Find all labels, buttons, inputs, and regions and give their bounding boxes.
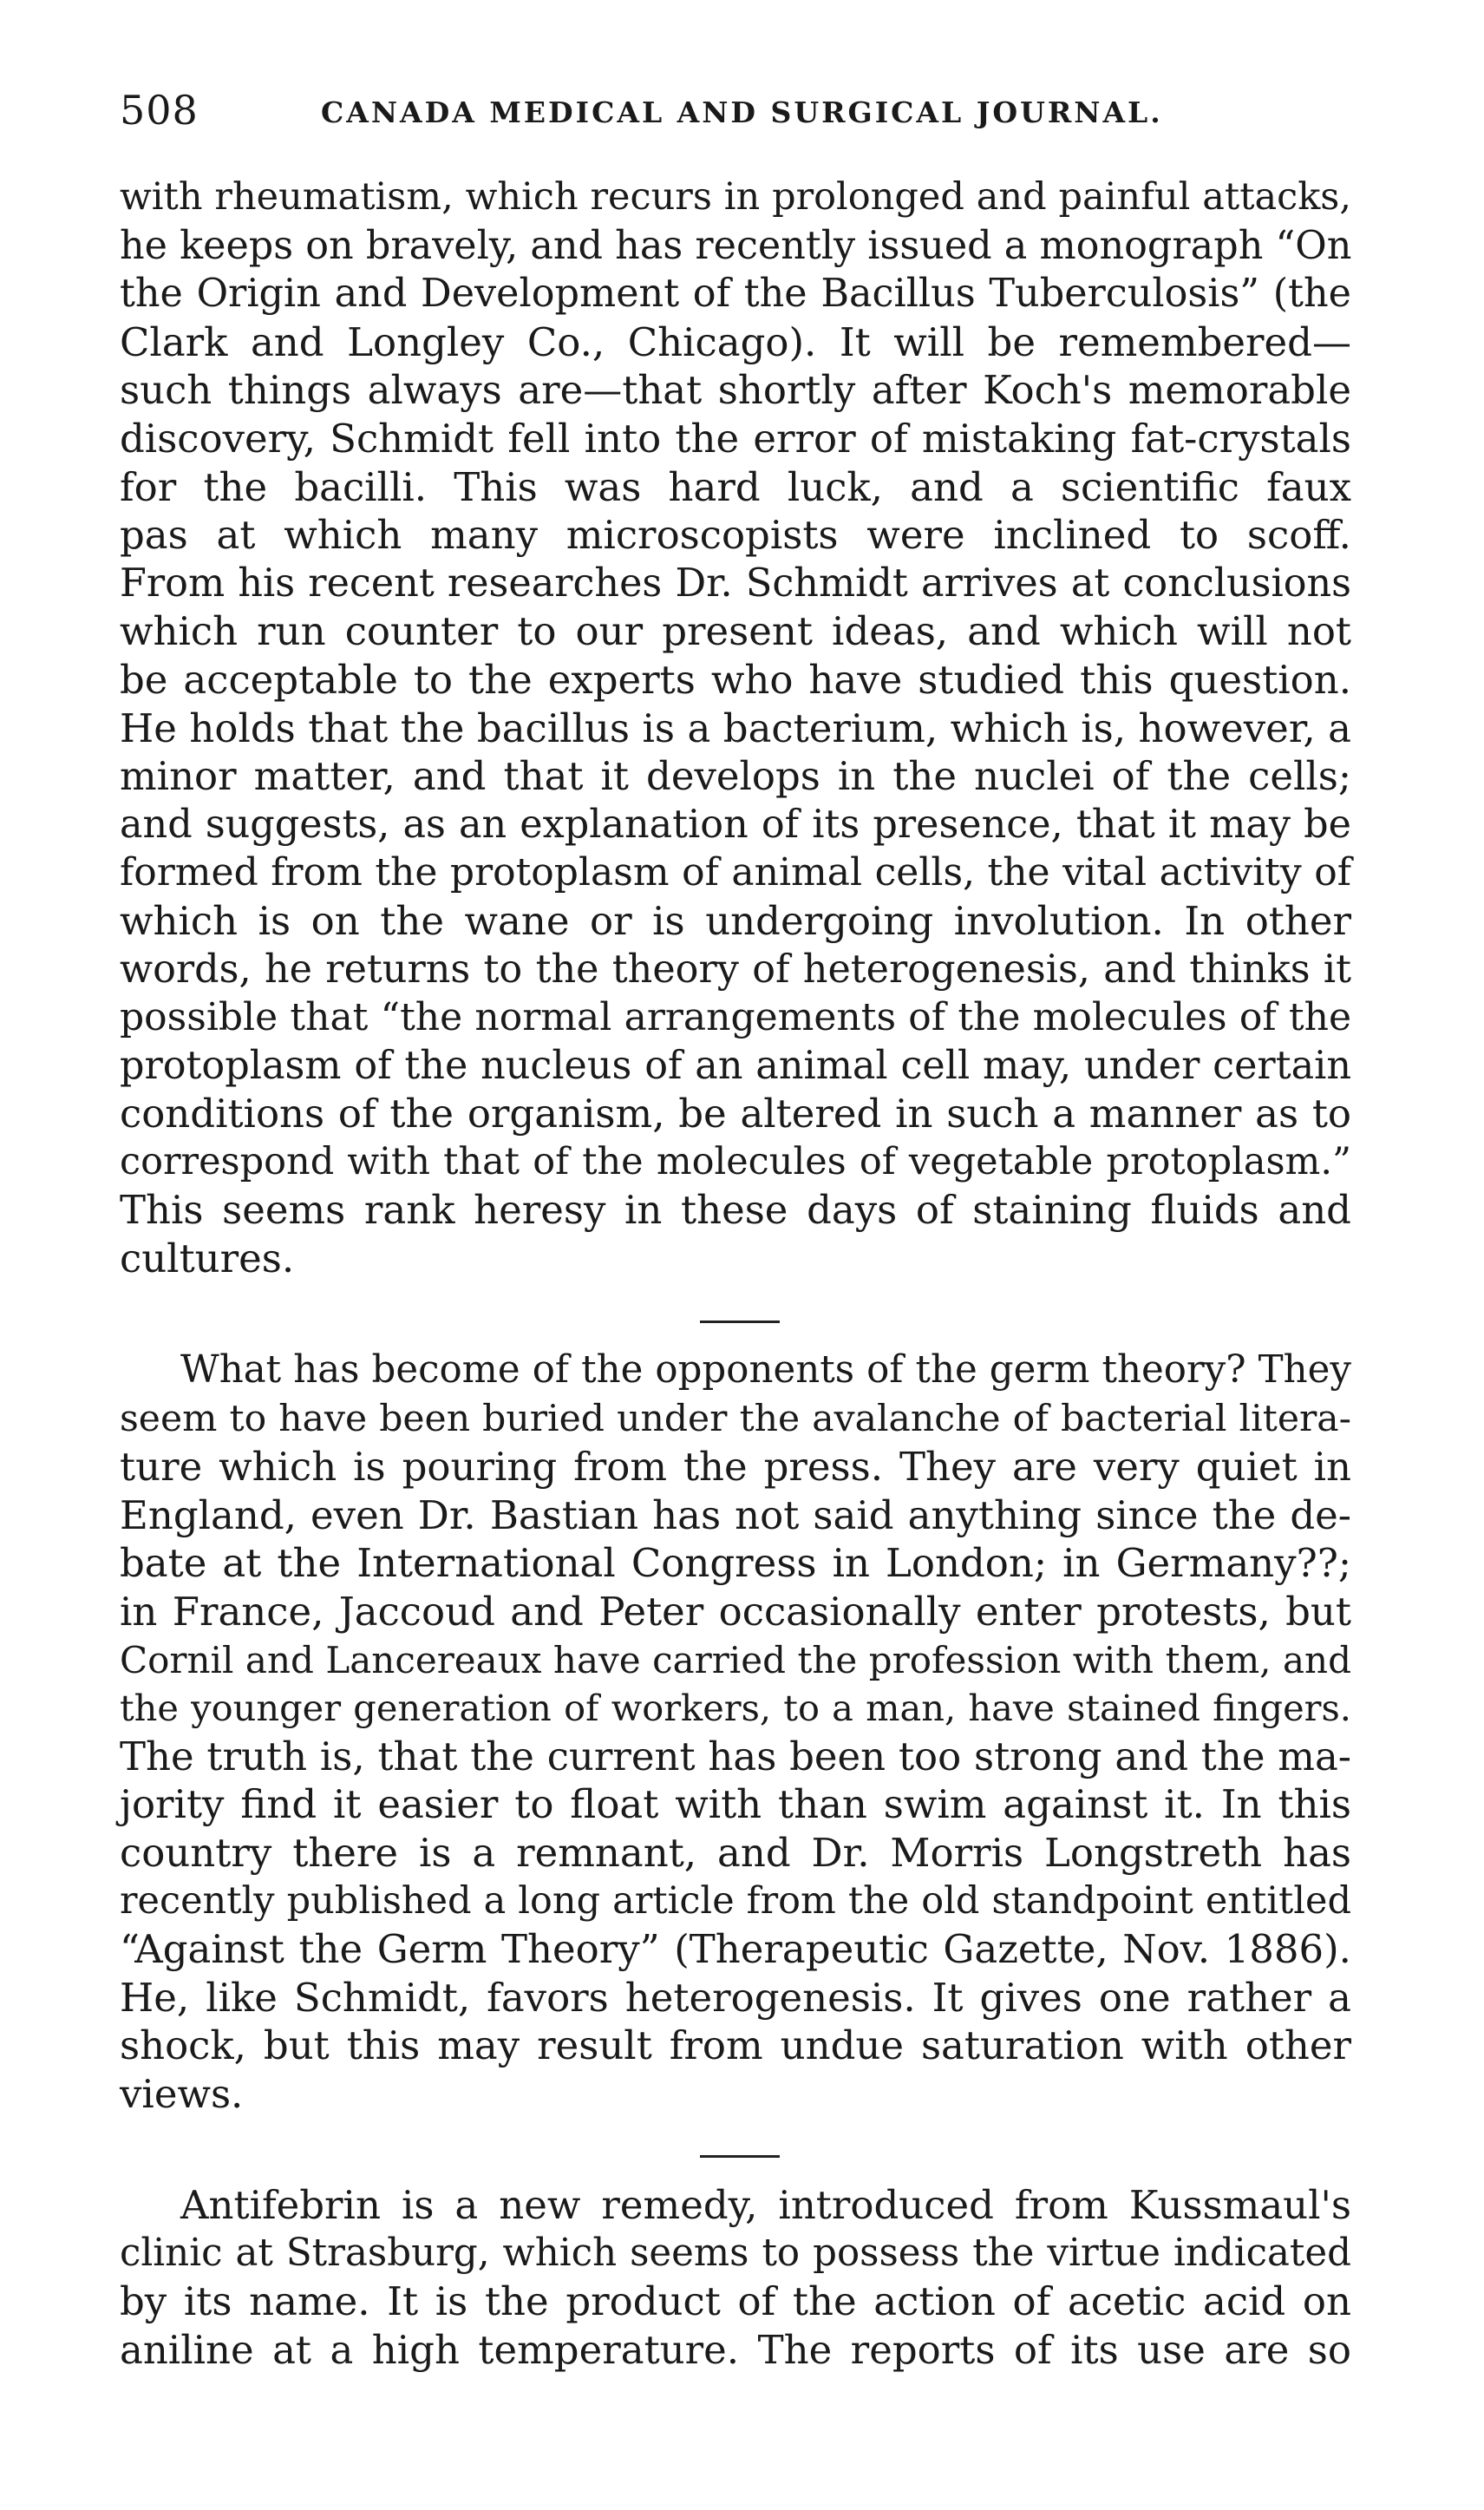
text-line: such things always are—that shortly after Koch's memorable [120,367,1351,414]
text-line: he keeps on bravely, and has recently issued a monograph “On [120,223,1352,268]
paragraph-germ-theory-opponents [120,1347,1351,2119]
text-line: jority find it easier to float with than swim against it. In this [120,1781,1351,1828]
text-line: views. [120,2070,244,2117]
text-line: clinic at Strasburg, which seems to possess the virtue indicated [120,2231,1351,2275]
text-line: be acceptable to the experts who have studied this question. [120,656,1351,703]
text-line: the Origin and Development of the Bacillus Tuberculosis” (the [120,272,1351,317]
text-line: with rheumatism, which recurs in prolonged and painful attacks, [120,175,1351,219]
text-line: He, like Schmidt, favors heterogenesis. It gives one rather a [120,1974,1351,2021]
text-line: for the bacilli. This was hard luck, and a scientific faux [120,463,1351,510]
text-line: The truth is, that the current has been too strong and the ma- [120,1733,1351,1779]
text-line: formed from the protoplasm of animal cells, the vital activity of [120,850,1351,895]
text-line: which run counter to our present ideas, and which will not [120,608,1351,655]
text-line: From his recent researches Dr. Schmidt arrives at conclusions [120,560,1351,606]
page-number: 508 [120,87,199,134]
text-line: recently published a long article from the old standpoint entitled [120,1878,1351,1923]
text-line: “Against the Germ Theory” (Therapeutic Gazette, Nov. 1886). [120,1926,1351,1973]
text-line: discovery, Schmidt fell into the error of mistaking fat-crystals [120,415,1351,462]
paragraph-antifebrin [120,2181,1351,2374]
text-line: seem to have been buried under the avalanche of bacterial litera- [120,1397,1351,1440]
text-line: and suggests, as an explanation of its presence, that it may be [120,802,1351,847]
text-line: by its name. It is the product of the action of acetic acid on [120,2278,1351,2325]
running-head [120,87,1369,139]
text-line: words, he returns to the theory of heterogenesis, and thinks it [120,947,1351,992]
text-line: Antifebrin is a new remedy, introduced from Kussmaul's [180,2182,1351,2228]
text-line: country there is a remnant, and Dr. Morris Longstreth has [120,1829,1351,1876]
text-line: Cornil and Lancereaux have carried the profession with them, and [120,1638,1351,1681]
text-line: in France, Jaccoud and Peter occasionally enter protests, but [120,1588,1351,1635]
text-line: minor matter, and that it develops in the nuclei of the cells; [120,753,1351,800]
text-line: What has become of the opponents of the germ theory? They [180,1348,1351,1392]
text-line: This seems rank heresy in these days of staining fluids and [120,1187,1351,1234]
text-line: possible that “the normal arrangements of the molecules of the [120,995,1351,1040]
text-line: bate at the International Congress in London; in Germany??; [120,1540,1351,1587]
journal-title: CANADA MEDICAL AND SURGICAL JOURNAL. [321,95,1163,129]
section-divider [700,1321,780,1323]
text-line: correspond with that of the molecules of vegetable protoplasm.” [120,1139,1351,1183]
text-line: the younger generation of workers, to a man, have stained fingers. [120,1687,1351,1730]
text-line: conditions of the organism, be altered in such a manner as to [120,1091,1351,1137]
text-line: Clark and Longley Co., Chicago). It will be remembered— [120,318,1351,365]
text-line: shock, but this may result from undue saturation with other [120,2022,1351,2069]
text-line: cultures. [120,1235,295,1282]
text-line: which is on the wane or is undergoing involution. In other [120,897,1351,944]
text-line: pas at which many microscopists were inclined to scoff. [120,512,1351,559]
text-line: England, even Dr. Bastian has not said anything since the de- [120,1491,1351,1538]
paragraph-schmidt-bacillus [120,174,1351,1283]
text-line: aniline at a high temperature. The reports of its use are so [120,2326,1351,2373]
text-line: protoplasm of the nucleus of an animal cell may, under certain [120,1043,1351,1088]
section-divider [700,2155,780,2158]
text-line: He holds that the bacillus is a bacterium, which is, however, a [120,705,1351,751]
text-line: ture which is pouring from the press. They are very quiet in [120,1444,1351,1491]
